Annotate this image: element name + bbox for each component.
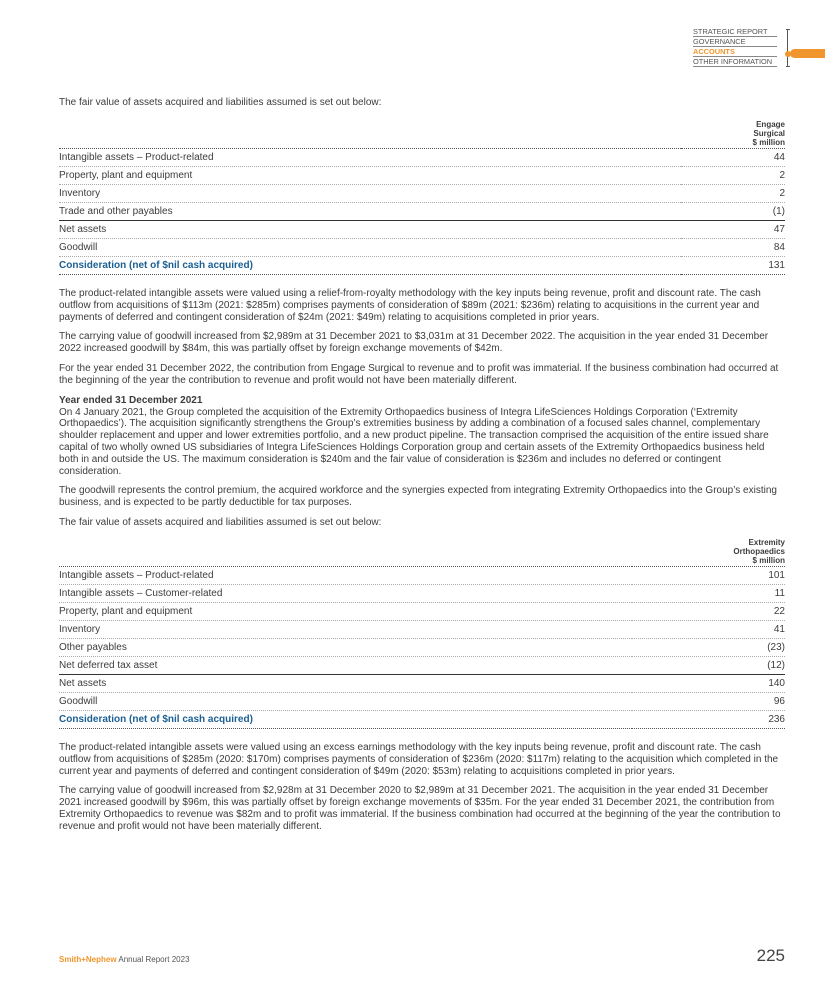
paragraph: The goodwill represents the control premium, the acquired workforce and the synergies expected from integrating Extremity Orthopaedics into the Group’s existing business, and is expected to be partly deductible for tax purposes. [59,485,777,509]
section-navigation [693,27,825,71]
table-row [59,602,785,620]
section-heading: Year ended 31 December 2021 [59,394,203,406]
engage-surgical-fair-value-table [59,111,785,275]
table-row [59,674,785,692]
row-value: (12) [632,656,785,674]
nav-item-accounts[interactable]: ACCOUNTS [693,47,777,57]
total-value: 131 [681,257,785,275]
total-value: 236 [632,710,785,728]
paragraph: The carrying value of goodwill increased from $2,928m at 31 December 2020 to $2,989m at 31 December 2021. The acquisition in the year ended 31 December 2021 increased goodwill by $96m, this was partially offset by foreign exchange movements of $35m. For the year ended 31 December 2021, the contribution from Extremity Orthopaedics to revenue was $82m and to profit was immaterial. If the business combination had occurred at the beginning of the year the contribution to revenue and profit would not have been materially different. [59,785,781,832]
nav-active-tab-marker [790,49,825,58]
row-label: Goodwill [59,239,681,257]
table-row [59,203,785,221]
table-row [59,221,785,239]
nav-track-line [787,29,788,67]
row-label: Net assets [59,221,681,239]
table-row [59,566,785,584]
nav-item-governance[interactable]: GOVERNANCE [693,37,777,47]
fair-value-intro: The fair value of assets acquired and liabilities assumed is set out below: [59,97,382,108]
nav-active-dot [785,51,791,57]
row-label: Property, plant and equipment [59,167,681,185]
row-label: Inventory [59,620,632,638]
total-label: Consideration (net of $nil cash acquired) [59,257,681,275]
row-label: Goodwill [59,692,632,710]
row-label: Intangible assets – Product-related [59,149,681,167]
row-label: Property, plant and equipment [59,602,632,620]
row-value: 41 [632,620,785,638]
nav-item-strategic-report[interactable]: STRATEGIC REPORT [693,27,777,37]
fair-value-intro: The fair value of assets acquired and liabilities assumed is set out below: [59,516,382,528]
table-row [59,149,785,167]
table-total-row [59,257,785,275]
nav-tick [786,66,790,67]
row-label: Inventory [59,185,681,203]
nav-tick [786,29,790,30]
row-value: 47 [681,221,785,239]
paragraph: The carrying value of goodwill increased from $2,989m at 31 December 2021 to $3,031m at 31 December 2022. The acquisition in the year ended 31 December 2022 increased goodwill by $84m, this was partially offset by foreign exchange movements of $42m. [59,331,769,355]
report-name: Annual Report 2023 [118,955,190,964]
table-header-row [59,111,785,149]
row-label: Net deferred tax asset [59,656,632,674]
page-number: 225 [756,946,785,965]
row-value: (1) [681,203,785,221]
table-row [59,638,785,656]
row-value: 2 [681,167,785,185]
paragraph: On 4 January 2021, the Group completed the acquisition of the Extremity Orthopaedics business of Integra LifeSciences Holdings Corporation (‘Extremity Orthopaedics’). The acquisition significantly strengthens the Group’s extremities business by adding a combination of a focused sales channel, complementary shoulder replacement and upper and lower extremities portfolio, and a new product pipeline. The transaction comprised the acquisition of the entire issued share capital of two wholly owned US subsidiaries of Integra LifeSciences Holdings Corporation group and certain assets of the Extremity Orthopaedics business held both in and outside the US. The maximum consideration is $240m and the fair value of consideration is $236m and includes no deferred or contingent consideration. [59,406,769,477]
table-header-row [59,531,785,567]
table-row [59,584,785,602]
table-row [59,167,785,185]
table-row [59,692,785,710]
row-value: 96 [632,692,785,710]
column-header-line: Orthopaedics [733,546,785,556]
row-value: (23) [632,638,785,656]
column-header-line: Surgical [753,129,785,138]
total-label: Consideration (net of $nil cash acquired) [59,710,632,728]
row-value: 44 [681,149,785,167]
table-row [59,185,785,203]
column-header-line: Engage [756,120,785,129]
paragraph: For the year ended 31 December 2022, the contribution from Engage Surgical to revenue and to profit was immaterial. If the business combination had occurred at the beginning of the year the contribution to revenue and profit would not have been materially different. [59,362,779,386]
row-label: Other payables [59,638,632,656]
row-value: 11 [632,584,785,602]
row-label: Net assets [59,674,632,692]
table-row [59,239,785,257]
paragraph: The product-related intangible assets were valued using an excess earnings methodology with the key inputs being revenue, profit and discount rate. The cash outflow from acquisitions of $285m (2020: $170m) comprises payments of consideration of $236m (2020: $117m) relating to the acquisition which completed in the current year and payments of deferred and contingent consideration of $49m (2020: $53m) relating to acquisitions completed in prior years. [59,741,779,777]
table-row [59,656,785,674]
table-row [59,620,785,638]
footer-report-title [59,955,190,964]
row-label: Trade and other payables [59,203,681,221]
row-value: 101 [632,566,785,584]
column-header-line: $ million [752,138,785,147]
row-value: 22 [632,602,785,620]
row-value: 2 [681,185,785,203]
brand-name: Smith+Nephew [59,955,117,964]
row-label: Intangible assets – Customer-related [59,584,632,602]
column-header-line: Extremity [748,537,785,547]
row-label: Intangible assets – Product-related [59,566,632,584]
engage-surgical-section [59,97,785,833]
extremity-orthopaedics-fair-value-table [59,531,785,729]
nav-item-other-information[interactable]: OTHER INFORMATION [693,57,777,67]
paragraph: The product-related intangible assets were valued using a relief-from-royalty methodology with the key inputs being revenue, profit and discount rate. The cash outflow from acquisitions of $113m (2021: $285m) comprises payments of consideration of $89m (2021: $236m) relating to acquisitions in the current year and payments of deferred and contingent consideration of $24m (2021: $49m) relating to acquisitions completed in prior years. [59,288,761,323]
column-header-line: $ million [752,555,785,565]
table-total-row [59,710,785,728]
row-value: 84 [681,239,785,257]
row-value: 140 [632,674,785,692]
